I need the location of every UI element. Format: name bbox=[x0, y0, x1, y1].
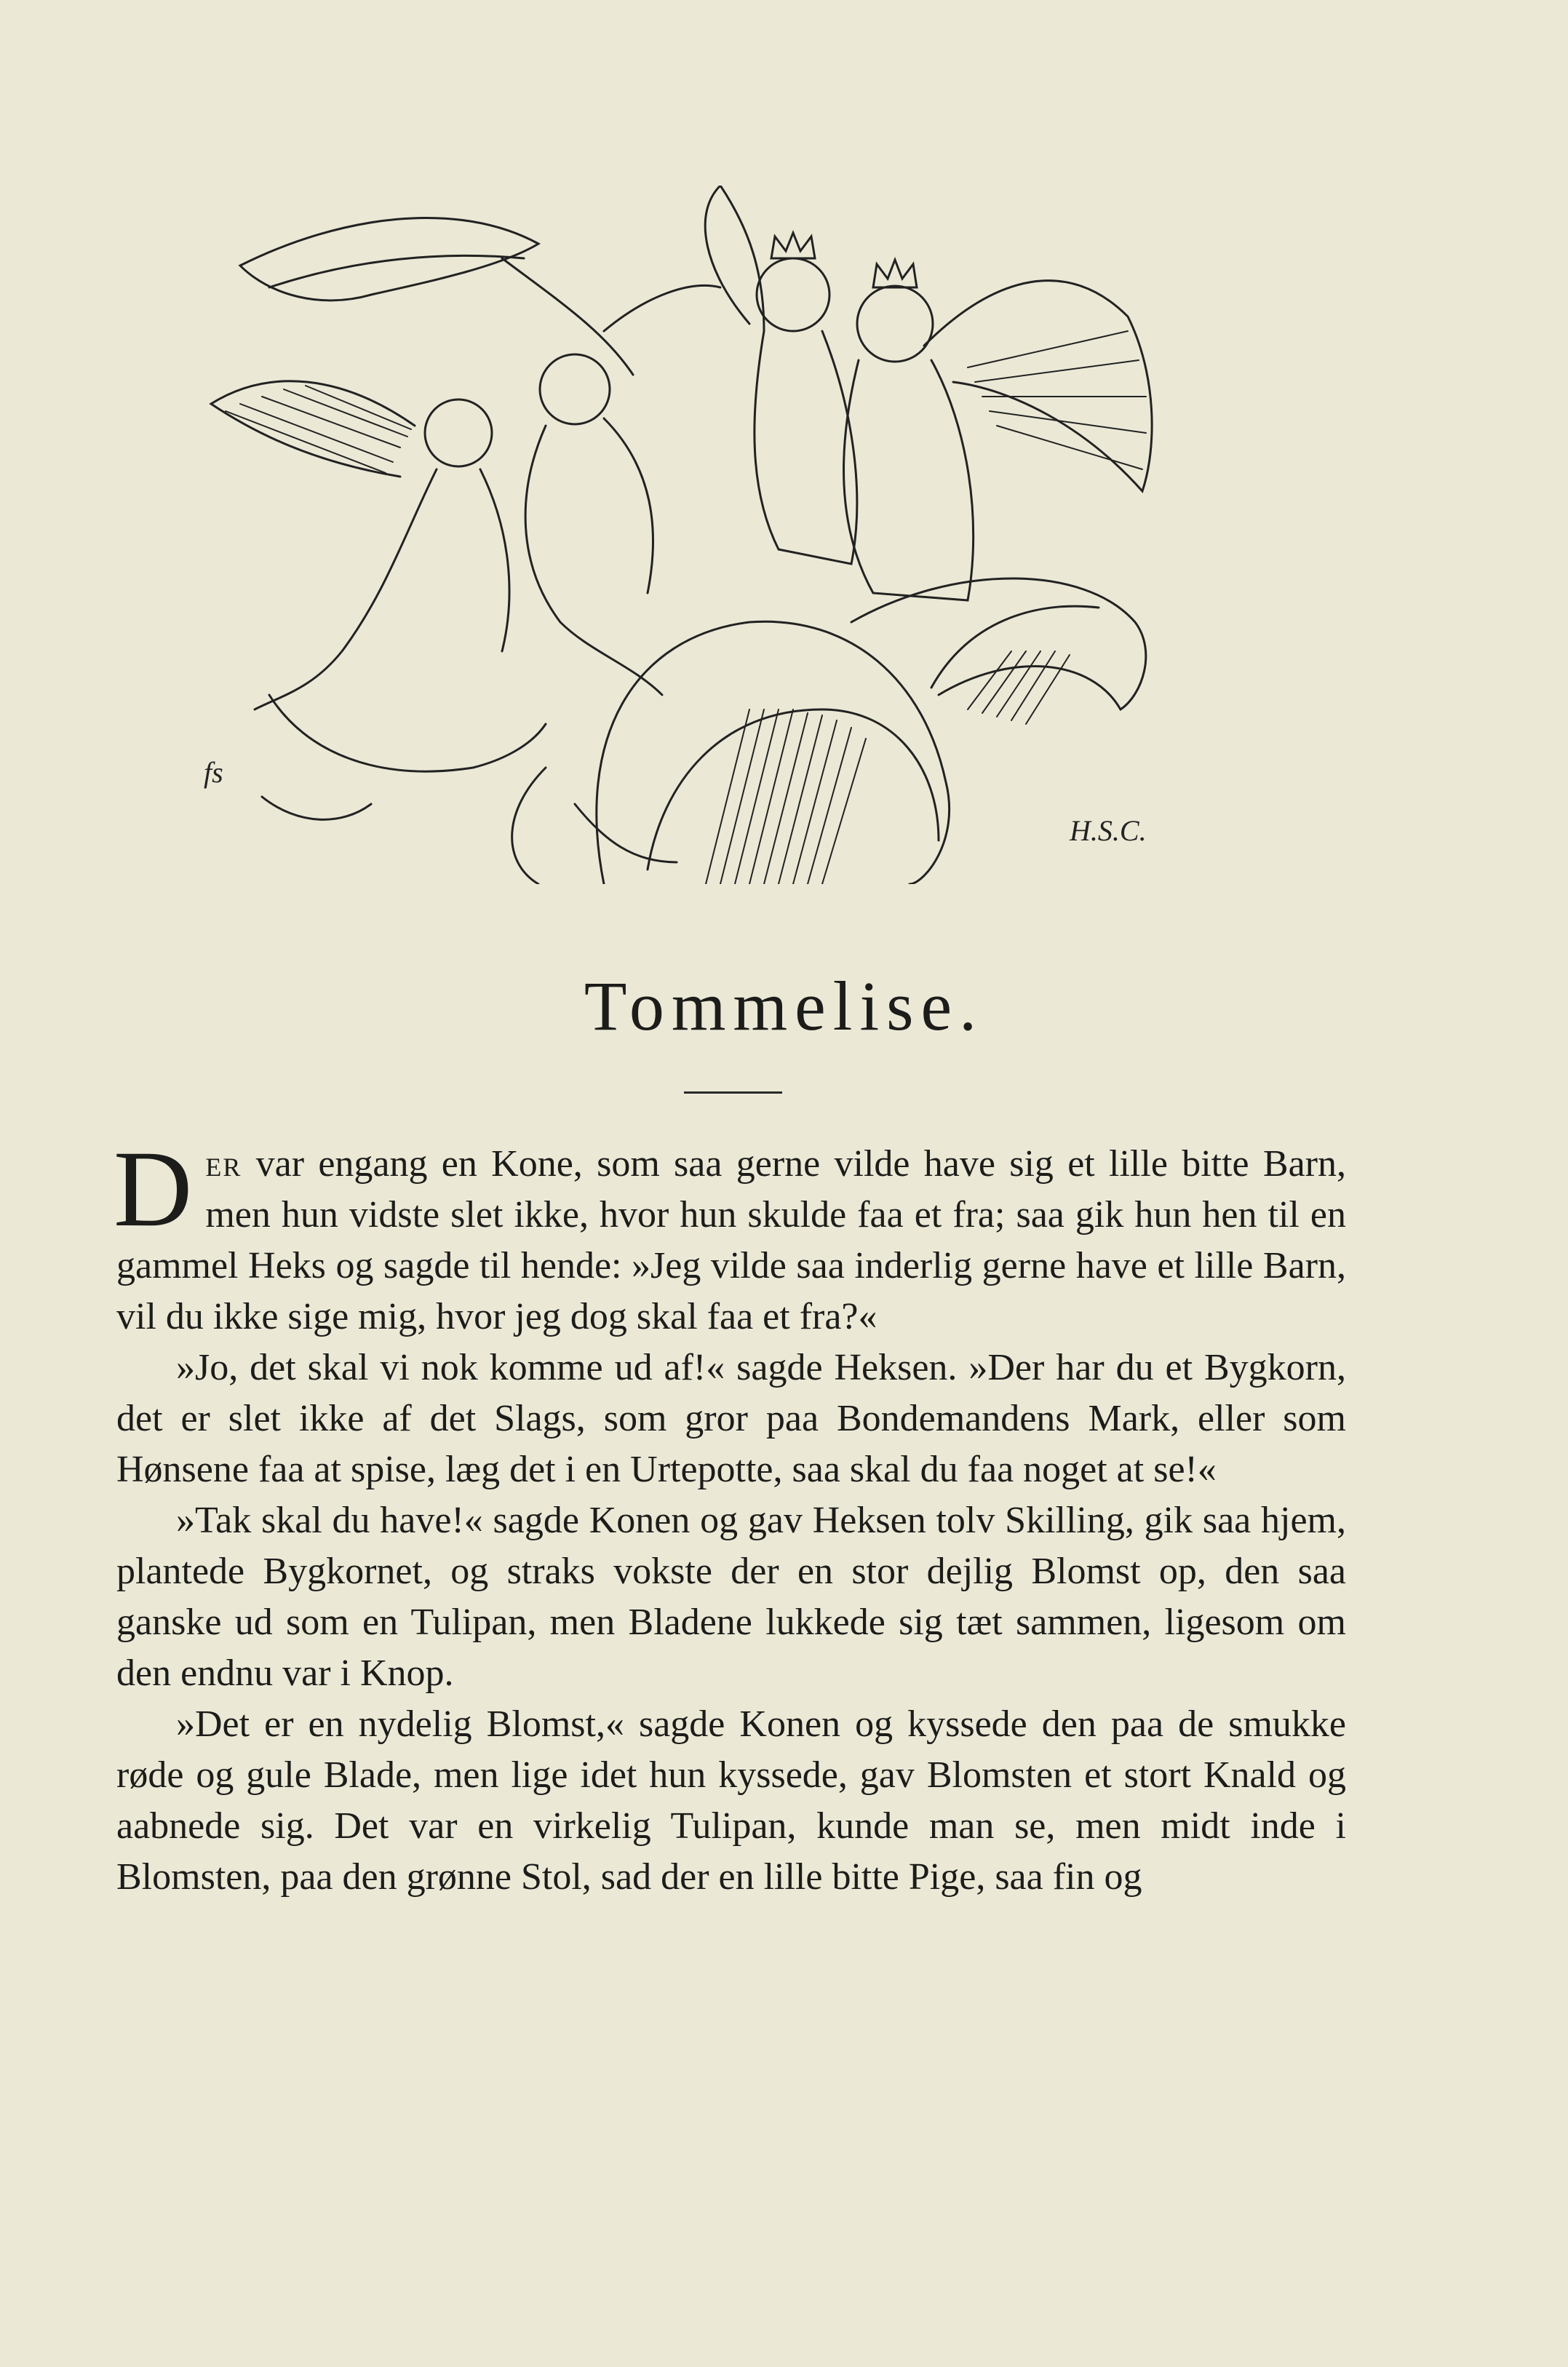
lead-in-smallcaps: er bbox=[205, 1143, 242, 1185]
signature-right: H.S.C. bbox=[1070, 814, 1147, 847]
story-text bbox=[114, 1129, 1346, 1903]
paragraph-4: »Det er en nydelig Blomst,« sagde Konen og kyssede den paa de smukke røde og gule Blade, men lige idet hun kyssede, gav Blomsten et stort Knald og aabnede sig. Det var en virkelig Tulipan, kunde man se, men midt inde i Blomsten, paa den grønne Stol, sad der en lille bitte Pige, saa fin og bbox=[116, 1703, 1346, 1898]
page-title: Tommelise. bbox=[584, 967, 984, 1045]
title-divider bbox=[684, 1091, 782, 1094]
paragraph-2: »Jo, det skal vi nok komme ud af!« sagde Heksen. »Der har du et Bygkorn, det er slet ikke af det Slags, som gror paa Bondemandens Mark, eller som Hønsene faa at spise, læg det i en Urtepotte, saa skal du faa noget at se!« bbox=[116, 1347, 1346, 1490]
header-illustration bbox=[196, 186, 1230, 884]
paragraph-3: »Tak skal du have!« sagde Konen og gav Heksen tolv Skilling, gik saa hjem, plantede Bygkornet, og straks vokste der en stor dejlig Blomst op, den saa ganske ud som en Tulipan, men Bladene lukkede sig tæt sammen, ligesom om den endnu var i Knop. bbox=[116, 1500, 1346, 1694]
angels-engraving bbox=[196, 186, 1230, 884]
paragraph-1 bbox=[114, 1129, 1346, 1342]
signature-left: fs bbox=[204, 756, 223, 789]
paragraph-1-text: var engang en Kone, som saa gerne vilde have sig et lille bitte Barn, men hun vidste slet ikke, hvor hun skulde faa et fra; saa gik hun hen til en gammel Heks og sagde til hende: »Jeg vilde saa inderlig gerne have et lille Barn, vil du ikke sige mig, hvor jeg dog skal faa et fra?« bbox=[116, 1143, 1346, 1337]
drop-cap: D bbox=[114, 1129, 193, 1249]
